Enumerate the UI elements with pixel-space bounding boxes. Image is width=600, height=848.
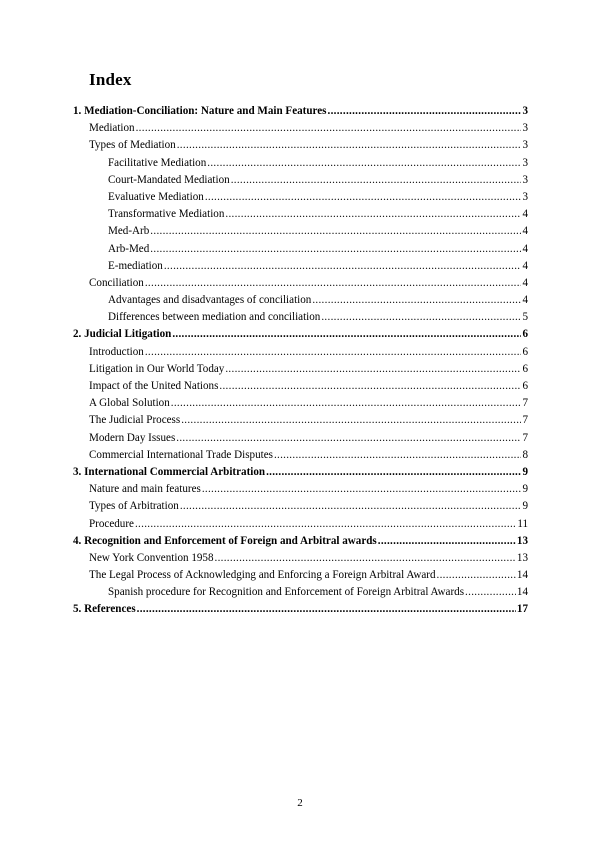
toc-entry[interactable] bbox=[73, 103, 528, 120]
toc-dot-leader bbox=[437, 567, 516, 584]
toc-entry-label[interactable]: Nature and main features bbox=[89, 483, 201, 496]
toc-entry-page[interactable]: 4 bbox=[522, 294, 528, 307]
toc-entry-label[interactable]: Procedure bbox=[89, 517, 134, 530]
toc-entry[interactable] bbox=[73, 309, 528, 326]
toc-dot-leader bbox=[202, 481, 522, 498]
toc-entry-label[interactable]: 3. International Commercial Arbitration bbox=[73, 465, 266, 478]
toc-entry-label[interactable]: 2. Judicial Litigation bbox=[73, 328, 172, 341]
toc-dot-leader bbox=[215, 550, 516, 567]
page-title: Index bbox=[89, 70, 132, 89]
toc-entry[interactable] bbox=[73, 412, 528, 429]
toc-entry-page[interactable]: 14 bbox=[516, 586, 528, 599]
toc-entry[interactable] bbox=[73, 395, 528, 412]
toc-entry[interactable] bbox=[73, 326, 528, 343]
toc-dot-leader bbox=[164, 258, 522, 275]
toc-entry-page[interactable]: 6 bbox=[522, 362, 528, 375]
toc-entry-label[interactable]: 1. Mediation-Conciliation: Nature and Main Features bbox=[73, 105, 327, 117]
toc-entry-page[interactable]: 6 bbox=[522, 380, 528, 392]
toc-entry[interactable] bbox=[73, 550, 528, 567]
toc-entry[interactable] bbox=[73, 189, 528, 206]
toc-entry[interactable] bbox=[73, 430, 528, 447]
page-number: 2 bbox=[297, 797, 303, 809]
toc-dot-leader bbox=[135, 516, 516, 533]
toc-entry[interactable] bbox=[73, 275, 528, 292]
toc-entry-label[interactable]: Court-Mandated Mediation bbox=[108, 173, 230, 186]
toc-entry-label[interactable]: E-mediation bbox=[108, 259, 163, 272]
toc-entry[interactable] bbox=[73, 292, 528, 309]
toc-entry[interactable] bbox=[73, 120, 528, 137]
toc-entry[interactable] bbox=[73, 361, 528, 378]
toc-dot-leader bbox=[225, 361, 521, 378]
toc-entry-page[interactable]: 3 bbox=[522, 105, 528, 117]
toc-entry[interactable] bbox=[73, 241, 528, 258]
toc-entry-label[interactable]: 5. References bbox=[73, 603, 136, 616]
toc-entry-page[interactable]: 4 bbox=[522, 276, 528, 289]
toc-entry-label[interactable]: Modern Day Issues bbox=[89, 431, 176, 444]
toc-entry-page[interactable]: 5 bbox=[522, 311, 528, 324]
toc-entry-label[interactable]: The Legal Process of Acknowledging and Enforcing a Foreign Arbitral Award bbox=[89, 569, 436, 582]
toc-dot-leader bbox=[274, 447, 522, 464]
toc-dot-leader bbox=[137, 601, 516, 618]
toc-dot-leader bbox=[181, 412, 521, 429]
toc-entry[interactable] bbox=[73, 481, 528, 498]
toc-dot-leader bbox=[176, 430, 521, 447]
toc-entry-page[interactable]: 14 bbox=[516, 569, 528, 582]
toc-dot-leader bbox=[207, 155, 521, 172]
toc-entry-page[interactable]: 13 bbox=[516, 551, 528, 564]
toc-entry[interactable] bbox=[73, 206, 528, 223]
toc-dot-leader bbox=[171, 395, 522, 412]
toc-entry-page[interactable]: 3 bbox=[522, 139, 528, 152]
toc-dot-leader bbox=[180, 498, 522, 515]
toc-entry[interactable] bbox=[73, 137, 528, 154]
toc-entry-label[interactable]: Spanish procedure for Recognition and Enforcement of Foreign Arbitral Awards bbox=[108, 586, 465, 599]
toc-entry-label[interactable]: Med-Arb bbox=[108, 225, 150, 238]
toc-dot-leader bbox=[312, 292, 521, 309]
toc-entry-page[interactable]: 4 bbox=[522, 259, 528, 272]
toc-dot-leader bbox=[266, 464, 521, 481]
toc-dot-leader bbox=[145, 275, 522, 292]
toc-dot-leader bbox=[328, 103, 522, 120]
toc-entry[interactable] bbox=[73, 601, 528, 618]
toc-entry-label[interactable]: 4. Recognition and Enforcement of Foreign and Arbitral awards bbox=[73, 534, 377, 547]
toc-entry[interactable] bbox=[73, 447, 528, 464]
toc-entry-page[interactable]: 7 bbox=[522, 397, 528, 410]
table-of-contents bbox=[73, 103, 528, 619]
toc-entry-page[interactable]: 13 bbox=[516, 534, 528, 547]
toc-entry-label[interactable]: Introduction bbox=[89, 345, 144, 358]
toc-entry[interactable] bbox=[73, 378, 528, 395]
toc-entry-page[interactable]: 7 bbox=[522, 431, 528, 444]
toc-entry-label[interactable]: Differences between mediation and conciliation bbox=[108, 311, 321, 324]
toc-entry-page[interactable]: 17 bbox=[516, 603, 528, 616]
toc-dot-leader bbox=[205, 189, 522, 206]
toc-entry-page[interactable]: 6 bbox=[522, 328, 528, 341]
toc-entry[interactable] bbox=[73, 584, 528, 601]
toc-entry[interactable] bbox=[73, 498, 528, 515]
toc-entry-page[interactable]: 3 bbox=[522, 173, 528, 186]
toc-entry-page[interactable]: 3 bbox=[522, 122, 528, 135]
toc-entry-label[interactable]: Commercial International Trade Disputes bbox=[89, 448, 273, 461]
toc-entry-label[interactable]: Transformative Mediation bbox=[108, 208, 225, 221]
toc-entry[interactable] bbox=[73, 516, 528, 533]
toc-entry-page[interactable]: 6 bbox=[522, 345, 528, 358]
toc-entry-label[interactable]: Facilitative Mediation bbox=[108, 156, 207, 169]
toc-entry-page[interactable]: 4 bbox=[522, 208, 528, 221]
toc-entry[interactable] bbox=[73, 344, 528, 361]
toc-dot-leader bbox=[145, 344, 522, 361]
toc-entry[interactable] bbox=[73, 172, 528, 189]
toc-entry-page[interactable]: 11 bbox=[517, 517, 528, 530]
toc-entry[interactable] bbox=[73, 223, 528, 240]
toc-dot-leader bbox=[177, 137, 522, 154]
toc-entry-label[interactable]: Mediation bbox=[89, 122, 135, 135]
toc-entry-label[interactable]: Advantages and disadvantages of conciliation bbox=[108, 294, 312, 307]
toc-entry-label[interactable]: Conciliation bbox=[89, 276, 144, 289]
toc-entry-label[interactable]: Types of Arbitration bbox=[89, 500, 179, 513]
toc-entry-page[interactable]: 9 bbox=[522, 500, 528, 513]
toc-entry-page[interactable]: 4 bbox=[522, 242, 528, 255]
toc-entry[interactable] bbox=[73, 567, 528, 584]
toc-dot-leader bbox=[378, 533, 516, 550]
toc-entry-page[interactable]: 7 bbox=[522, 414, 528, 427]
toc-entry-label[interactable]: Arb-Med bbox=[108, 242, 150, 255]
toc-entry[interactable] bbox=[73, 155, 528, 172]
toc-entry-page[interactable]: 3 bbox=[522, 156, 528, 169]
toc-dot-leader bbox=[219, 378, 521, 395]
toc-dot-leader bbox=[321, 309, 521, 326]
toc-entry-label[interactable]: Types of Mediation bbox=[89, 139, 176, 152]
toc-entry-label[interactable]: The Judicial Process bbox=[89, 414, 181, 427]
toc-dot-leader bbox=[150, 241, 521, 258]
toc-entry-label[interactable]: Evaluative Mediation bbox=[108, 190, 204, 203]
toc-dot-leader bbox=[150, 223, 521, 240]
toc-dot-leader bbox=[136, 120, 522, 137]
toc-entry-label[interactable]: Impact of the United Nations bbox=[89, 380, 219, 392]
toc-entry-label[interactable]: New York Convention 1958 bbox=[89, 551, 214, 564]
toc-dot-leader bbox=[231, 172, 522, 189]
toc-entry-label[interactable]: A Global Solution bbox=[89, 397, 170, 410]
toc-entry-page[interactable]: 4 bbox=[522, 225, 528, 238]
toc-entry-page[interactable]: 9 bbox=[522, 465, 528, 478]
toc-dot-leader bbox=[225, 206, 521, 223]
toc-entry-label[interactable]: Litigation in Our World Today bbox=[89, 362, 225, 375]
toc-dot-leader bbox=[172, 326, 521, 343]
toc-entry[interactable] bbox=[73, 258, 528, 275]
toc-entry[interactable] bbox=[73, 464, 528, 481]
toc-entry[interactable] bbox=[73, 533, 528, 550]
toc-entry-page[interactable]: 3 bbox=[522, 190, 528, 203]
toc-entry-page[interactable]: 9 bbox=[522, 483, 528, 496]
toc-entry-page[interactable]: 8 bbox=[522, 448, 528, 461]
toc-dot-leader bbox=[465, 584, 516, 601]
